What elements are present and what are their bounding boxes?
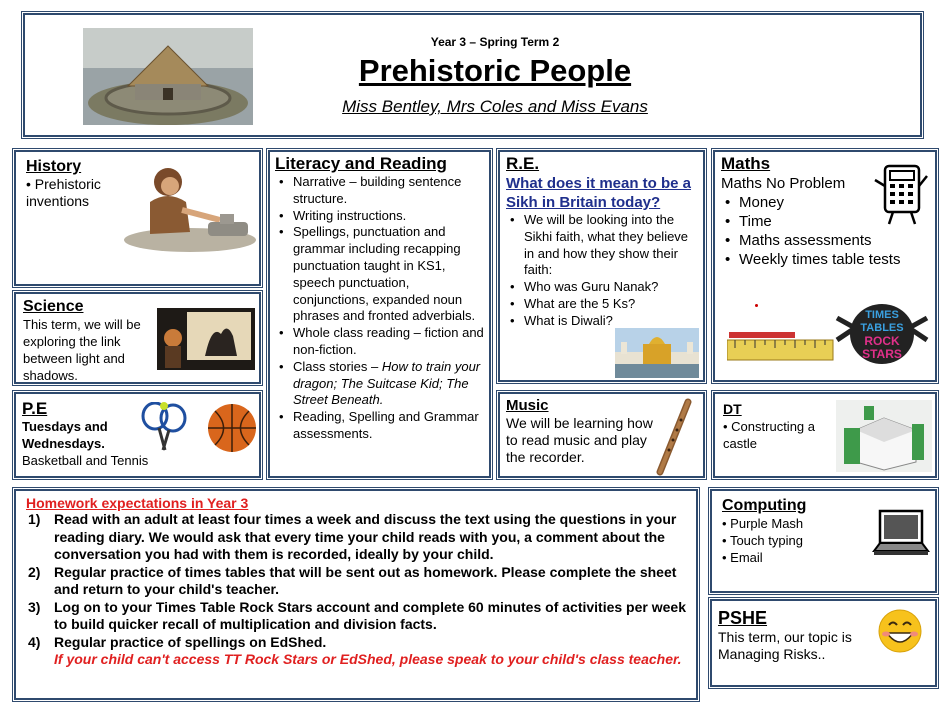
dt-item: • Constructing a castle <box>723 419 815 451</box>
list-item: • Reading, Spelling and Grammar assessments. <box>275 409 484 443</box>
list-item: • Money <box>721 193 929 212</box>
homework-item-text: Read with an adult at least four times a week and discuss the text using the questions in your reading diary. We would ask that every time your child reads with you, a comment about the conversation you had with them is recorded, ideally by your child. <box>54 511 677 562</box>
list-item-text: Purple Mash <box>730 516 804 531</box>
list-item: • Weekly times table tests <box>721 250 929 269</box>
calculator-icon <box>873 162 929 226</box>
science-heading: Science <box>23 298 84 315</box>
dt-panel <box>713 392 937 478</box>
times-tables-rock-stars-logo <box>833 298 931 368</box>
stories-prefix: Class stories – <box>293 358 382 374</box>
term-label: Year 3 – Spring Term 2 <box>430 35 560 49</box>
homework-item <box>26 511 686 564</box>
homework-item-text: Log on to your Times Table Rock Stars account and complete 60 minutes of activities per week to build quicker recall of multiplication and division facts. <box>54 598 686 632</box>
list-item: • Purple Mash <box>722 516 804 531</box>
pe-panel <box>14 392 261 478</box>
header-panel <box>23 13 922 137</box>
roundhouse-image <box>83 28 253 125</box>
list-item: • What is Diwali? <box>506 313 697 330</box>
teachers-label: Miss Bentley, Mrs Coles and Miss Evans <box>342 97 648 116</box>
list-item-text: Email <box>730 550 763 565</box>
list-item: • Writing instructions. <box>275 208 484 225</box>
computing-heading: Computing <box>722 497 807 514</box>
history-item-text: Prehistoric inventions <box>26 176 101 209</box>
pe-days: Tuesdays and Wednesdays. <box>22 419 108 451</box>
homework-item <box>26 564 686 599</box>
list-item: • Whole class reading – fiction and non-fiction. <box>275 325 484 359</box>
golden-temple-image <box>615 328 699 378</box>
castle-model-image <box>836 400 932 472</box>
homework-item-number: 4) <box>28 633 41 650</box>
maths-panel <box>713 150 937 382</box>
dt-heading: DT <box>723 401 742 417</box>
homework-title: Homework expectations in Year 3 <box>26 495 249 511</box>
homework-item-number: 1) <box>28 511 41 527</box>
smiley-face-icon <box>876 607 924 655</box>
re-heading: R.E. <box>506 154 540 173</box>
literacy-list <box>275 174 484 443</box>
science-text: This term, we will be exploring the link between light and shadows. <box>23 317 141 383</box>
homework-panel <box>14 489 698 700</box>
pshe-heading: PSHE <box>718 608 768 628</box>
decorative-dot <box>755 304 758 307</box>
list-item: • Spellings, punctuation and grammar including recapping punctuation taught in KS1, speech punctuation, conjunctions, expanded noun phrases and fronted adverbials. <box>275 224 484 325</box>
list-item: • Maths assessments <box>721 231 929 250</box>
page-title: Prehistoric People <box>358 53 632 88</box>
homework-item-number: 3) <box>28 598 41 615</box>
sports-equipment-image <box>137 402 261 458</box>
list-item: • Narrative – building sentence structure. <box>275 174 484 208</box>
pshe-text: This term, our topic is Managing Risks.. <box>718 629 852 662</box>
stories-titles: How to train your dragon; The Suitcase Kid; The Street Beneath. <box>293 358 481 408</box>
science-panel <box>14 292 261 384</box>
re-list <box>506 212 697 330</box>
list-item: • Email <box>722 550 763 565</box>
computing-panel <box>710 489 937 593</box>
music-panel <box>498 392 705 478</box>
music-text: We will be learning how to read music and play the recorder. <box>506 415 653 465</box>
list-item: • Who was Guru Nanak? <box>506 279 697 296</box>
list-item: • Time <box>721 212 929 231</box>
homework-note: If your child can't access TT Rock Stars or EdShed, please speak to your child's class teacher. <box>54 651 682 667</box>
homework-list <box>26 511 686 651</box>
list-item-text: Touch typing <box>729 533 803 548</box>
re-panel <box>498 150 705 382</box>
pe-heading: P.E <box>22 399 48 418</box>
pe-sports: Basketball and Tennis <box>22 453 149 468</box>
ruler-image <box>727 330 835 362</box>
ttrs-word: TIMES <box>865 309 899 321</box>
caveman-image <box>120 162 256 252</box>
list-item: • Touch typing <box>722 533 803 548</box>
list-item: • We will be looking into the Sikhi faith, what they believe in and how they show their faith: <box>506 212 697 279</box>
literacy-panel <box>268 150 491 478</box>
ttrs-word: ROCK <box>864 334 900 348</box>
homework-item-text: Regular practice of times tables that will be sent out as homework. Please complete the sheet and return to your child's teacher. <box>54 563 677 597</box>
shadow-puppet-image <box>157 308 255 370</box>
laptop-icon <box>872 507 930 563</box>
recorder-image <box>650 398 700 476</box>
ttrs-word: STARS <box>862 347 902 361</box>
history-panel <box>14 150 261 286</box>
dt-item-text: Constructing a castle <box>723 419 815 451</box>
pshe-panel <box>710 599 937 687</box>
ttrs-word: TABLES <box>860 322 904 334</box>
music-heading: Music <box>506 397 549 414</box>
literacy-heading: Literacy and Reading <box>275 154 447 173</box>
history-heading: History <box>26 158 82 175</box>
homework-item <box>26 634 686 652</box>
homework-item-number: 2) <box>28 563 41 580</box>
history-item: • Prehistoric inventions <box>26 176 101 209</box>
re-question: What does it mean to be a Sikh in Britain today? <box>506 175 692 211</box>
maths-scheme: Maths No Problem <box>721 175 846 192</box>
homework-item-text: Regular practice of spellings on EdShed. <box>54 633 327 650</box>
homework-item <box>26 599 686 634</box>
maths-heading: Maths <box>721 154 771 173</box>
list-item: • What are the 5 Ks? <box>506 296 697 313</box>
list-item <box>275 359 484 409</box>
